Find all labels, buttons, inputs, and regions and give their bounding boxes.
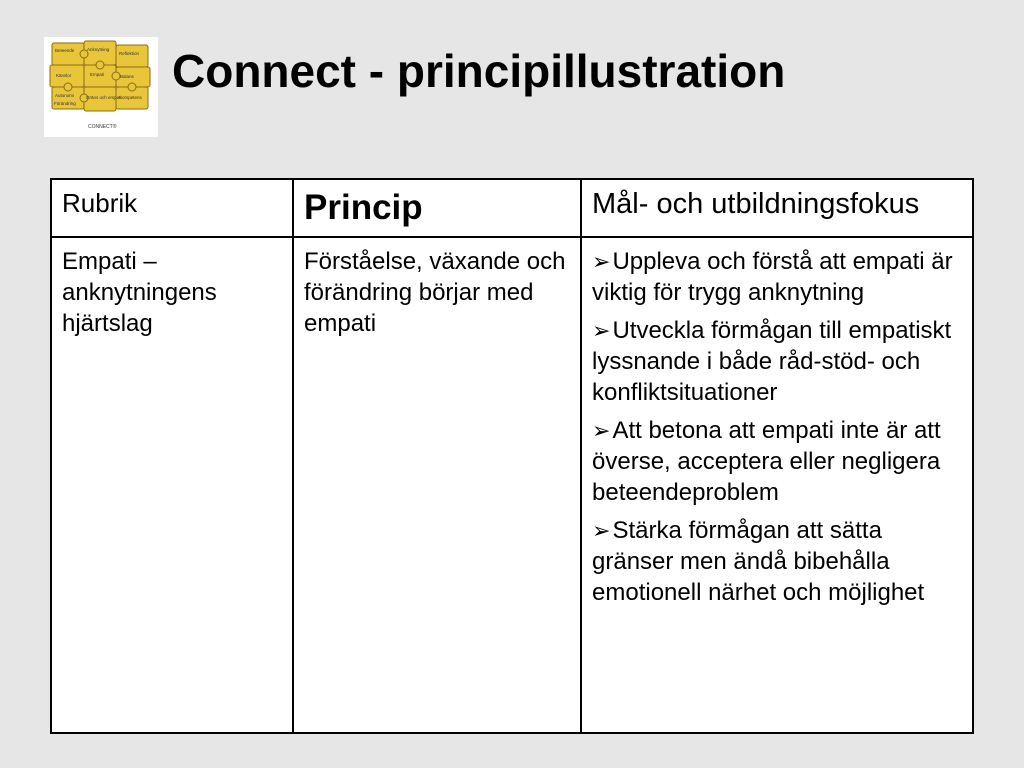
logo-piece-label: Kompetens (119, 95, 142, 100)
cell-rubrik: Empati – anknytningens hjärtslag (51, 237, 293, 733)
focus-list (592, 246, 962, 608)
arrow-bullet-icon: ➢ (592, 249, 611, 274)
list-item (592, 515, 962, 608)
logo-piece-label: Autonomi (55, 93, 75, 98)
principle-table (50, 178, 974, 734)
logo-piece-label: Förändring (54, 101, 76, 106)
list-item (592, 246, 962, 308)
header-princip: Princip (293, 179, 581, 237)
header-mal: Mål- och utbildningsfokus (581, 179, 973, 237)
focus-text: Att betona att empati inte är att överse, acceptera eller negligera beteendeproblem (592, 417, 941, 506)
list-item (592, 315, 962, 408)
focus-text: Stärka förmågan att sätta gränser men ändå bibehålla emotionell närhet och möjlighet (592, 517, 925, 606)
logo-piece-label: Empati (90, 72, 105, 77)
puzzle-icon (44, 37, 158, 137)
logo-piece-label: Känslor (56, 73, 72, 78)
logo-piece-label: Balans (120, 74, 134, 79)
focus-text: Uppleva och förstå att empati är viktig för trygg anknytning (592, 248, 953, 306)
header-rubrik: Rubrik (51, 179, 293, 237)
list-item (592, 415, 962, 508)
arrow-bullet-icon: ➢ (592, 418, 611, 443)
table-row (51, 237, 973, 733)
slide-title: Connect - principillustration (172, 45, 786, 97)
logo-caption: CONNECT® (88, 124, 117, 130)
connect-puzzle-logo (44, 37, 158, 137)
table-header-row (51, 179, 973, 237)
focus-text: Utveckla förmågan till empatiskt lyssnande i både råd-stöd- och konfliktsituationer (592, 317, 952, 406)
logo-piece-label: Reflektion (119, 51, 140, 56)
cell-princip: Förståelse, växande och förändring börjar med empati (293, 237, 581, 733)
arrow-bullet-icon: ➢ (592, 318, 611, 343)
logo-piece-label: Beteende (55, 48, 75, 53)
logo-piece-label: Gräns och empati (86, 95, 122, 100)
cell-focus (581, 237, 973, 733)
logo-piece-label: Anknytning (87, 47, 110, 52)
arrow-bullet-icon: ➢ (592, 518, 611, 543)
